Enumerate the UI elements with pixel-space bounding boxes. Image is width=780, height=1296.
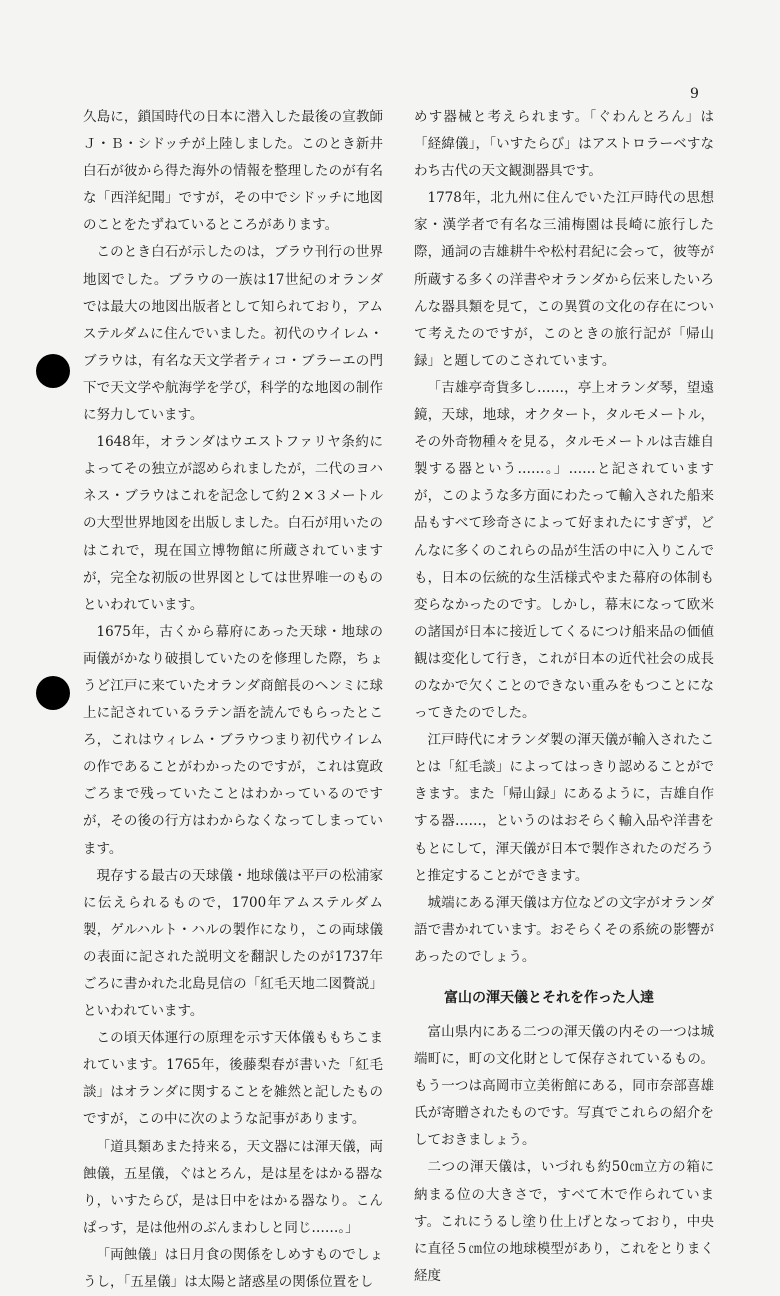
binder-hole <box>36 354 70 388</box>
paragraph: 1675年，古くから幕府にあった天球・地球の両儀がかなり破損していたのを修理した際，ちょうど江戸に来ていたオランダ商館長のヘンミに球上に記されているラテン語を読んでもらったところ，これはウィレム・ブラウつまり初代ウイレムの作であることがわかったのですが，これは寛政ごろまで残っていたことはわかっているのですが，その後の行方はわからなくなってしまっています。 <box>83 623 383 857</box>
paragraph: 久島に，鎖国時代の日本に潜入した最後の宣教師Ｊ・Ｂ・シドッチが上陸しました。このとき新井白石が彼から得た海外の情報を整理したのが有名な「西洋紀聞」ですが，その中でシドッチに地図のことをたずねているところがあります。 <box>83 109 383 234</box>
quotation: 「吉雄亭奇貨多し……，亭上オランダ琴，望遠鏡，天球，地球，オクタート，タルモメートル，その外奇物種々を見る，タルモメートルは吉雄自製する器という……。」……と記されていますが，このような多方面にわたって輸入された船来品もすべて珍奇さによって好まれたにすぎず，どんなに多くのこれらの品が生活の中に入りこんでも，日本の伝統的な生活様式やまた幕府の体制も変らなかったのです。しかし，幕末になって欧米の諸国が日本に接近してくるにつけ船来品の価値観は変化して行き，これが日本の近代社会の成長のなかで欠くことのできない重みをもつことになってきたのでした。 <box>414 379 714 722</box>
paragraph: 「両蝕儀」は日月食の関係をしめすものでしょうし，「五星儀」は太陽と諸惑星の関係位置をし <box>83 1246 383 1291</box>
right-column <box>414 104 714 1290</box>
binder-hole <box>36 676 70 710</box>
paragraph: めす器械と考えられます。「ぐわんとろん」は「経緯儀」，「いすたらび」はアストロラーベすなわち古代の天文観測器具です。 <box>414 109 714 180</box>
section-heading: 富山の渾天儀とそれを作った人達 <box>444 990 654 1006</box>
left-column <box>83 104 383 1296</box>
paragraph: 城端にある渾天儀は方位などの文字がオランダ語で書かれています。おそらくその系統の影響があったのでしょう。 <box>414 894 714 965</box>
paragraph: 1778年，北九州に住んでいた江戸時代の思想家・漢学者で有名な三浦梅園は長崎に旅行した際，通詞の吉雄耕牛や松村君紀に会って，彼等が所蔵する多くの洋書やオランダから伝来したいろんな器具類を見て，この異質の文化の存在について考えたのですが，このときの旅行記が「帰山録」と題してのこされています。 <box>414 190 714 369</box>
page-number: 9 <box>690 86 699 102</box>
paragraph: 二つの渾天儀は，いづれも約50㎝立方の箱に納まる位の大きさで，すべて木で作られています。これにうるし塗り仕上げとなっており，中央に直径５㎝位の地球模型があり，これをとりまく経度 <box>414 1159 714 1284</box>
paragraph: 富山県内にある二つの渾天儀の内その一つは城端町に，町の文化財として保存されているもの。もう一つは高岡市立美術館にある，同市奈部喜雄氏が寄贈されたものです。写真でこれらの紹介をしておきましょう。 <box>414 1024 714 1149</box>
paragraph: 1648年，オランダはウエストファリヤ条約によってその独立が認められましたが，二代のヨハネス・ブラウはこれを記念して約２×３メートルの大型世界地図を出版しました。白石が用いたのはこれで，現在国立博物館に所蔵されていますが，完全な初版の世界図としては世界唯一のものといわれています。 <box>83 434 383 613</box>
paragraph: この頃天体運行の原理を示す天体儀ももちこまれています。1765年，後藤梨春が書いた「紅毛談」はオランダに関することを雑然と記したものですが，この中に次のような記事があります。 <box>83 1030 383 1128</box>
paragraph: このとき白石が示したのは，ブラウ刊行の世界地図でした。ブラウの一族は17世紀のオランダでは最大の地図出版者として知られており，アムステルダムに住んでいました。初代のウイレム・ブラウは，有名な天文学者ティコ・ブラーエの門下で天文学や航海学を学び，科学的な地図の制作に努力しています。 <box>83 244 383 424</box>
quotation: 「道具類あまた持来る，天文器には渾天儀，両蝕儀，五星儀，ぐはとろん，是は星をはかる器なり，いすたらび，是は日中をはかる器なり。こんぱっす，是は他州のぶんまわしと同じ……。」 <box>83 1138 383 1236</box>
paragraph: 現存する最古の天球儀・地球儀は平戸の松浦家に伝えられるもので，1700年アムステルダム製，ゲルハルト・ハルの製作になり，この両球儀の表面に記された説明文を翻訳したのが1737年ごろに書かれた北島見信の「紅毛天地二図贅説」といわれています。 <box>83 867 383 1020</box>
paragraph: 江戸時代にオランダ製の渾天儀が輸入されたことは「紅毛談」によってはっきり認めることができます。また「帰山録」にあるように，吉雄自作する器……，というのはおそらく輸入品や洋書をもとにして，渾天儀が日本で製作されたのだろうと推定することができます。 <box>414 732 714 884</box>
